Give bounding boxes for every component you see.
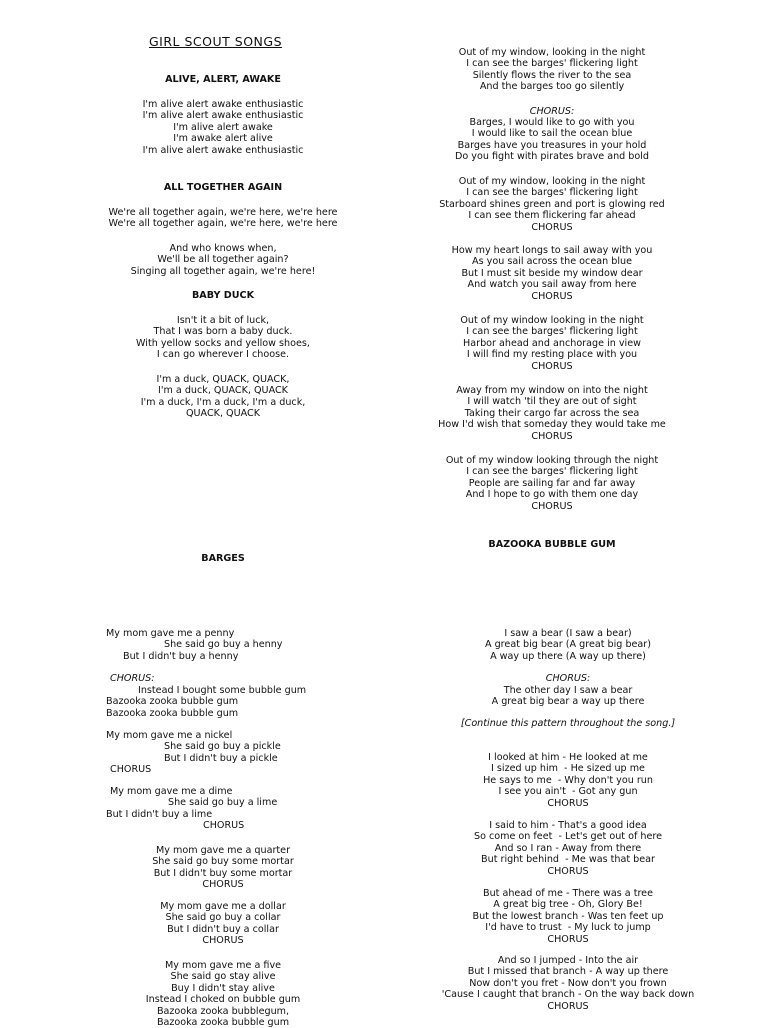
bazooka-chorus-label: CHORUS: (110, 673, 155, 684)
lyric-line: I'm a duck, QUACK, QUACK (158, 385, 288, 397)
lyric-line: So come on feet - Let's get out of here (473, 831, 662, 843)
lyric-line: I'm a duck, QUACK, QUACK, (156, 374, 290, 385)
lyric-line: We're all together again, we're here, we're here (108, 218, 338, 230)
lyric-line: Instead I bought some bubble gum (138, 685, 307, 696)
lyric-line: Buy I didn't stay alive (171, 982, 275, 994)
lyric-line: She said go buy a lime (168, 797, 278, 809)
lyric-line: But I didn't buy a henny (123, 650, 239, 662)
lyric-line: CHORUS (202, 935, 244, 947)
lyric-line: But I didn't buy a lime (106, 808, 213, 820)
lyric-line: CHORUS (547, 797, 589, 809)
lyric-line: But ahead of me - There was a tree (483, 888, 653, 899)
lyric-line: I sized up him - He sized up me (491, 763, 645, 775)
lyric-line: I can see the barges' flickering light (466, 187, 638, 199)
lyrics-bazooka-v5 (98, 901, 348, 947)
lyric-line: But I missed that branch - A way up there (467, 966, 669, 978)
lyric-line: Out of my window, looking in the night (458, 47, 646, 58)
lyric-line: I would like to sail the ocean blue (471, 128, 633, 140)
lyric-line: I can see the barges' flickering light (466, 466, 638, 478)
lyric-line: My mom gave me a nickel (106, 730, 233, 741)
lyrics-barges-verse2 (402, 176, 702, 233)
lyric-line: Instead I choked on bubble gum (145, 994, 301, 1006)
lyric-line: I will find my resting place with you (466, 349, 638, 361)
lyric-line: She said go buy a henny (164, 639, 283, 651)
lyrics-alive (98, 99, 348, 156)
lyric-line: She said go stay alive (170, 971, 276, 983)
lyric-line: CHORUS (203, 820, 245, 832)
lyric-line: But right behind - Me was that bear (481, 854, 655, 866)
lyric-line: Out of my window looking through the night (445, 455, 659, 466)
song-heading-together: ALL TOGETHER AGAIN (163, 182, 283, 193)
lyric-line: CHORUS (531, 430, 573, 442)
lyric-line: CHORUS (531, 500, 573, 512)
lyric-line: And who knows when, (169, 243, 277, 254)
lyric-line: Barges have you treasures in your hold (457, 139, 647, 151)
bear-note: [Continue this pattern throughout the song.] (460, 718, 676, 729)
lyric-line: But I didn't buy a pickle (164, 752, 278, 764)
lyrics-barges-verse3 (402, 245, 702, 302)
lyrics-bazooka-v3 (106, 786, 346, 832)
lyric-line: CHORUS (547, 865, 589, 877)
lyric-line: Bazooka zooka bubble gum (106, 696, 239, 708)
lyric-line: Bazooka zooka bubblegum, (156, 1005, 290, 1017)
lyric-line: The other day I saw a bear (503, 685, 633, 696)
lyric-line: Singing all together again, we're here! (130, 265, 316, 277)
lyrics-duck-verse2 (98, 374, 348, 420)
lyric-line: Away from my window on into the night (456, 385, 648, 396)
lyrics-bear-v4 (418, 888, 718, 945)
lyric-line: My mom gave me a quarter (155, 845, 291, 856)
lyric-line: Out of my window looking in the night (460, 315, 644, 326)
lyrics-bear-v3 (418, 820, 718, 877)
lyric-line: Taking their cargo far across the sea (464, 407, 640, 419)
song-heading-bazooka: BAZOOKA BUBBLE GUM (488, 539, 616, 550)
lyric-line: I see you ain't - Got any gun (498, 786, 638, 798)
lyric-line: With yellow socks and yellow shoes, (136, 337, 310, 349)
lyric-line: CHORUS (547, 933, 589, 945)
lyrics-bazooka-v6 (98, 960, 348, 1028)
lyric-line: A great big bear (A great big bear) (484, 639, 651, 651)
lyrics-bazooka-v4 (98, 845, 348, 891)
lyrics-bear-chorus (418, 685, 718, 708)
lyrics-barges-verse6 (402, 455, 702, 512)
lyric-line: We're all together again, we're here, we're here (108, 207, 338, 218)
lyric-line: I'm alive alert awake enthusiastic (142, 99, 304, 110)
lyric-line: But I didn't buy a collar (167, 923, 279, 935)
lyric-line: I'm alive alert awake enthusiastic (142, 110, 304, 122)
lyric-line: Barges, I would like to go with you (469, 117, 635, 128)
lyric-line: I looked at him - He looked at me (488, 752, 648, 763)
lyric-line: We'll be all together again? (157, 254, 289, 266)
lyric-line: A great big bear a way up there (491, 696, 645, 708)
lyrics-barges-chorus (402, 117, 702, 163)
lyric-line: A way up there (A way up there) (490, 650, 646, 662)
song-heading-alive: ALIVE, ALERT, AWAKE (165, 74, 281, 85)
lyric-line: I saw a bear (I saw a bear) (504, 628, 632, 639)
lyric-line: She said go buy a pickle (164, 741, 281, 753)
lyric-line: Harbor ahead and anchorage in view (463, 337, 641, 349)
bear-chorus-label: CHORUS: (545, 673, 591, 684)
lyric-line: And the barges too go silently (479, 81, 625, 93)
lyric-line: I'm alive alert awake (173, 121, 273, 133)
song-heading-barges: BARGES (201, 553, 245, 564)
lyric-line: I can go wherever I choose. (156, 349, 290, 361)
lyric-line: QUACK, QUACK (185, 408, 260, 420)
lyric-line: A great big tree - Oh, Glory Be! (493, 899, 643, 911)
lyrics-bear-v5 (418, 955, 718, 1012)
lyric-line: 'Cause I caught that branch - On the way back down (441, 989, 695, 1001)
lyric-line: And I hope to go with them one day (465, 489, 639, 501)
lyrics-bazooka-v2 (106, 730, 346, 776)
lyric-line: Isn't it a bit of luck, (176, 315, 270, 326)
lyrics-duck-verse1 (98, 315, 348, 361)
lyric-line: Bazooka zooka bubble gum (106, 707, 239, 719)
lyrics-barges-verse5 (402, 385, 702, 442)
lyric-line: Now don't you fret - Now don't you frown (469, 977, 667, 989)
barges-chorus-label: CHORUS: (529, 106, 575, 117)
lyric-line: How my heart longs to sail away with you (451, 245, 653, 256)
lyric-line: CHORUS (110, 764, 152, 776)
lyric-line: That I was born a baby duck. (153, 326, 293, 338)
lyric-line: He says to me - Why don't you run (483, 774, 653, 786)
lyric-line: Do you fight with pirates brave and bold (454, 151, 650, 163)
lyric-line: I will watch 'til they are out of sight (467, 396, 637, 408)
lyric-line: She said go buy some mortar (152, 856, 294, 868)
page-title: GIRL SCOUT SONGS (149, 34, 282, 49)
lyric-line: But I must sit beside my window dear (461, 267, 643, 279)
lyric-line: My mom gave me a five (164, 960, 282, 971)
lyric-line: I'd have to trust - My luck to jump (485, 922, 651, 934)
lyric-line: I'm a duck, I'm a duck, I'm a duck, (140, 396, 306, 408)
lyric-line: She said go buy a collar (165, 912, 281, 924)
lyrics-together-verse2 (73, 243, 373, 277)
lyric-line: As you sail across the ocean blue (472, 256, 632, 268)
lyric-line: But I didn't buy some mortar (153, 867, 293, 879)
lyrics-bear-v1 (418, 628, 718, 662)
lyric-line: CHORUS (531, 221, 573, 233)
lyric-line: I can see them flickering far ahead (468, 210, 636, 222)
lyric-line: But the lowest branch - Was ten feet up (472, 910, 664, 922)
lyric-line: I'm awake alert alive (173, 133, 273, 145)
lyric-line: How I'd wish that someday they would take me (438, 419, 666, 431)
lyric-line: And watch you sail away from here (467, 279, 637, 291)
lyrics-together-verse1 (73, 207, 373, 230)
lyric-line: My mom gave me a dime (110, 786, 233, 797)
lyric-line: Starboard shines green and port is glowing red (439, 198, 665, 210)
lyric-line: CHORUS (531, 290, 573, 302)
lyric-line: My mom gave me a dollar (160, 901, 286, 912)
lyrics-barges-verse4 (402, 315, 702, 372)
lyric-line: I said to him - That's a good idea (489, 820, 647, 831)
lyric-line: Silently flows the river to the sea (472, 69, 632, 81)
lyrics-barges-verse1 (402, 47, 702, 93)
lyric-line: And so I jumped - Into the air (497, 955, 639, 966)
lyric-line: And so I ran - Away from there (494, 842, 642, 854)
song-heading-duck: BABY DUCK (191, 290, 255, 301)
lyric-line: I'm alive alert awake enthusiastic (142, 144, 304, 156)
lyric-line: I can see the barges' flickering light (466, 326, 638, 338)
lyrics-bazooka-chorus (106, 685, 346, 719)
lyric-line: People are sailing far and far away (468, 477, 636, 489)
lyric-line: Out of my window, looking in the night (458, 176, 646, 187)
lyric-line: CHORUS (202, 879, 244, 891)
lyric-line: CHORUS (531, 360, 573, 372)
lyrics-bazooka-v1 (106, 628, 346, 662)
lyric-line: CHORUS (547, 1000, 589, 1012)
lyric-line: My mom gave me a penny (106, 628, 235, 639)
lyric-line: Bazooka zooka bubble gum (156, 1017, 290, 1028)
lyrics-bear-v2 (418, 752, 718, 809)
lyric-line: I can see the barges' flickering light (466, 58, 638, 70)
